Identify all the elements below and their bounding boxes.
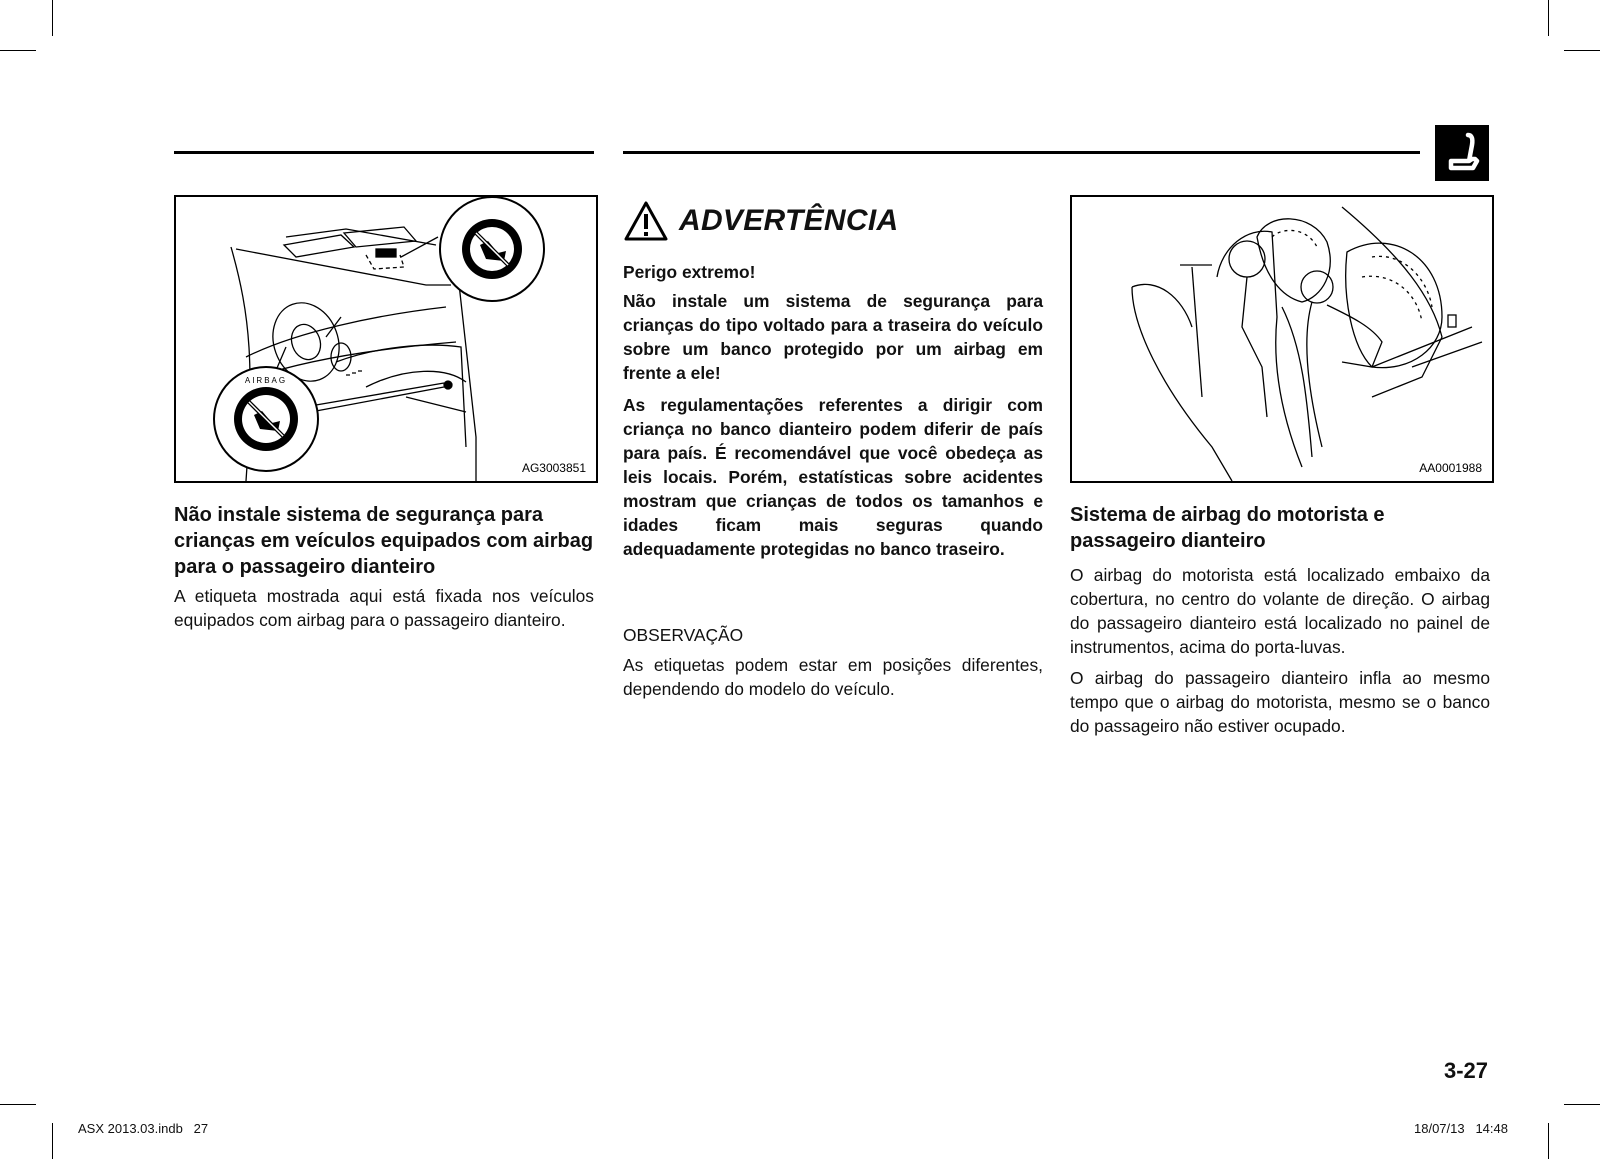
footer-file-info: ASX 2013.03.indb 27 <box>78 1121 209 1136</box>
figure-child-seat-label <box>174 195 598 483</box>
warning-lead: Perigo extremo! <box>623 262 756 282</box>
note-body: As etiquetas podem estar em posições diferentes, dependendo do modelo do veículo. <box>623 655 1043 699</box>
header-rule-left <box>174 151 594 154</box>
section-tab <box>1435 125 1489 181</box>
figure-code: AA0001988 <box>1419 461 1482 475</box>
crop-mark <box>0 1104 36 1105</box>
crop-mark <box>1548 1123 1549 1159</box>
crop-mark <box>0 50 36 51</box>
warning-title-text: ADVERTÊNCIA <box>679 204 899 237</box>
crop-mark <box>1564 50 1600 51</box>
header-rule-right <box>623 151 1420 154</box>
crop-mark <box>1564 1104 1600 1105</box>
warning-title <box>623 196 898 246</box>
crop-mark <box>52 0 53 36</box>
crop-mark <box>1548 0 1549 36</box>
page-number: 3-27 <box>1444 1058 1489 1083</box>
footer-timestamp: 18/07/13 14:48 <box>1414 1121 1508 1136</box>
right-section-heading: Sistema de airbag do motorista e passageiro dianteiro <box>1070 504 1385 552</box>
warning-paragraph-2: As regulamentações referentes a dirigir com criança no banco dianteiro podem diferir de país para país. É recomendável que você obedeça as leis locais. Porém, estatísticas sobre acidentes mostram que crianças de todos os tamanhos e idades ficam mais seguras quando adequadamente protegidas no banco traseiro. <box>623 395 1043 559</box>
left-section-body: A etiqueta mostrada aqui está fixada nos veículos equipados com airbag para o passageiro dianteiro. <box>174 586 594 630</box>
crop-mark <box>52 1123 53 1159</box>
figure-code: AG3003851 <box>521 461 586 475</box>
figure-airbag-deployment <box>1070 195 1494 483</box>
right-section-body-1: O airbag do motorista está localizado embaixo da cobertura, no centro do volante de direção. O airbag do passageiro dianteiro está localizado no painel de instrumentos, acima do porta-luvas. <box>1070 565 1490 657</box>
warning-triangle-icon <box>623 200 669 242</box>
airbag-label-text: AIRBAG <box>244 376 288 385</box>
dashboard-label-illustration <box>176 197 596 481</box>
warning-paragraph-1: Não instale um sistema de segurança para crianças do tipo voltado para a traseira do veículo sobre um banco protegido por um airbag em frente a ele! <box>623 291 1043 383</box>
seat-icon <box>1435 125 1489 181</box>
airbag-deployment-illustration <box>1072 197 1492 481</box>
left-section-heading: Não instale sistema de segurança para crianças em veículos equipados com airbag para o passageiro dianteiro <box>174 504 594 578</box>
note-title: OBSERVAÇÃO <box>623 625 744 645</box>
right-section-body-2: O airbag do passageiro dianteiro infla ao mesmo tempo que o airbag do motorista, mesmo se o banco do passageiro não estiver ocupado. <box>1070 668 1490 736</box>
